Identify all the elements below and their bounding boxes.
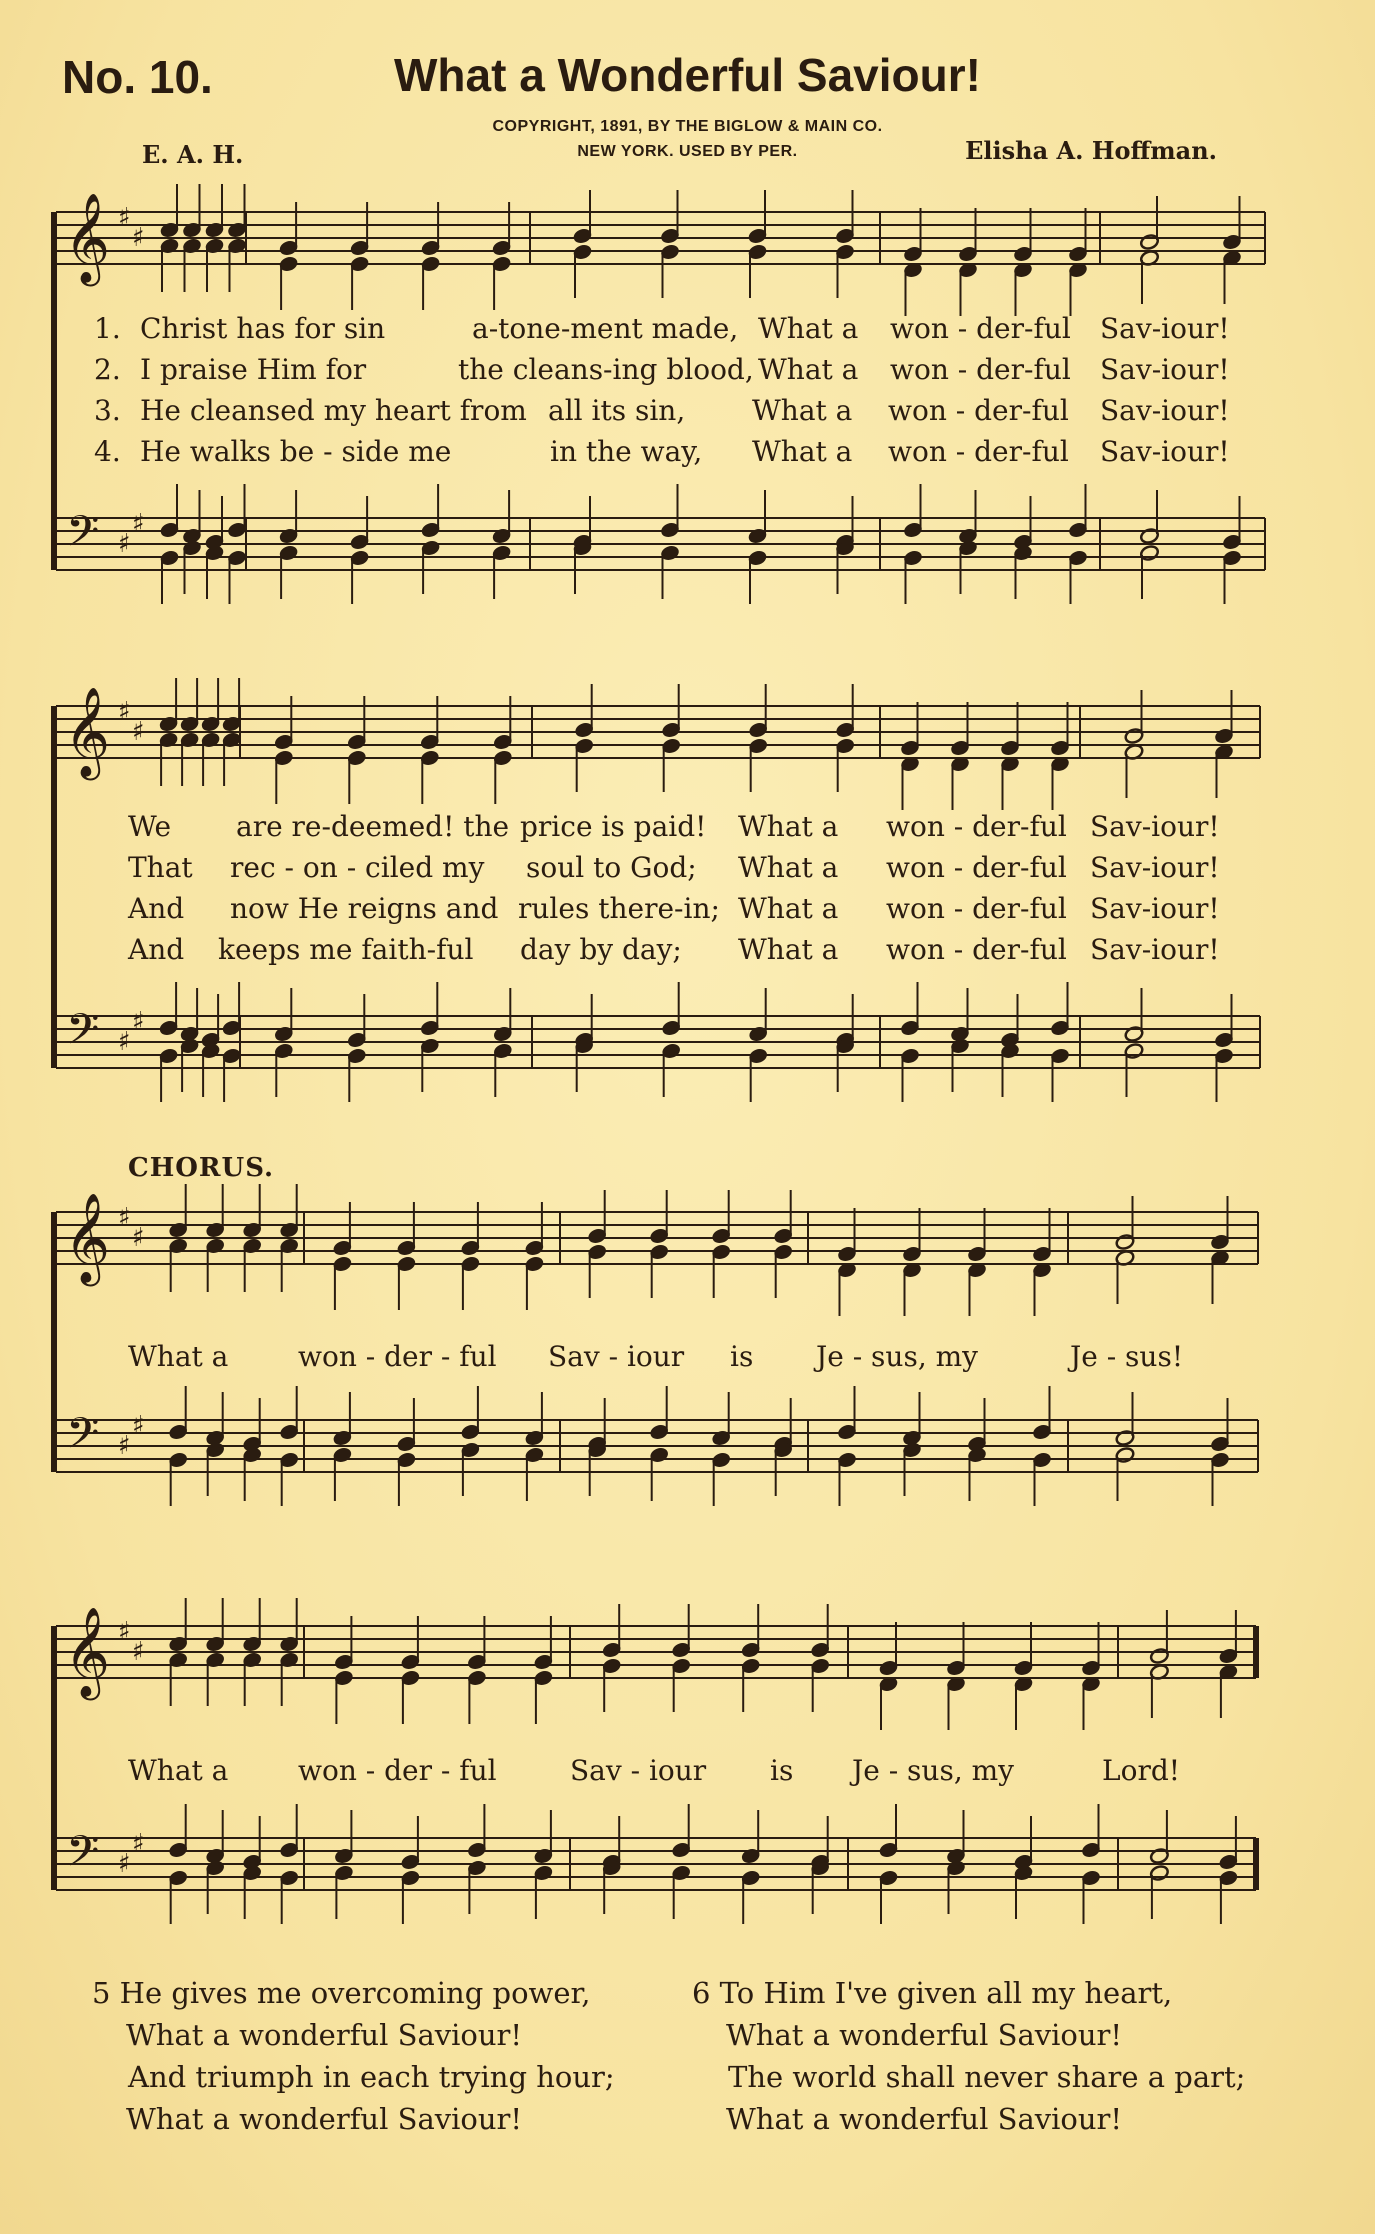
system-3-key-sharp: ♯ [132, 1411, 145, 1441]
copyright-line-2: NEW YORK. USED BY PER. [577, 143, 798, 160]
hymn-number: No. 10. [62, 51, 213, 103]
verse-6-number: 6 [692, 1976, 711, 2010]
system-4-bass-clef: 𝄢 [66, 1827, 100, 1887]
verse-5: 5 He gives me overcoming power, What a wonderful Saviour! And triumph in each trying hour; What a wonderful Saviour! [92, 1976, 615, 2136]
system-2-bass-clef: 𝄢 [66, 1005, 100, 1065]
system-2-key-sharp: ♯ [118, 697, 131, 727]
system-1-treble-clef: 𝄞 [64, 193, 111, 283]
system-3-bass-clef: 𝄢 [66, 1409, 100, 1469]
system-3-treble-clef: 𝄞 [64, 1193, 111, 1283]
chorus-label: CHORUS. [128, 1153, 275, 1183]
system-4-key-sharp: ♯ [118, 1849, 131, 1879]
hymn-page: No. 10. What a Wonderful Saviour! COPYRIGHT, 1891, BY THE BIGLOW & MAIN CO. NEW YORK. USED BY PER. E. A. H. Elisha A. Hoffman. 𝄞 𝄢 ♯ ♯ ♯ ♯ 𝄞 𝄢 ♯ ♯ ♯ ♯ 𝄞 𝄢 ♯ ♯ ♯ ♯ 𝄞 𝄢 ♯ ♯ ♯ ♯ 1. Christ has for sin a-tone-ment made, What a won - der-ful Sav-iour! 2. I praise Him for the cleans-ing blood, What a won - der-ful Sav-iour! 3. He cleansed my heart from all its sin, What a won - der-ful Sav-iour! 4. He walks be - side me in the way, What a won - der-ful Sav-iour! We are re-deemed! the price is paid! What a won - der-ful Sav-iour! That rec - on - ciled my soul to God; What a won - der-ful Sav-iour! And now He reigns and rules there-in; What a won - der-ful Sav-iour! And keeps me faith-ful day by day; What a won - der-ful Sav-iour! CHORUS. What a won - der - ful Sav - iour is Je - sus, my Je - sus! What a won - der - ful Sav - iour is Je - sus, my Lord! 5 He gives me overcoming power, What a wonderful Saviour! And triumph in each trying hour; What a wonderful Saviour! 6 To Him I've given all my heart, What a wonderful Saviour! The world shall never share a part; What a wonderful Saviour! [0, 0, 1375, 2234]
verse-5-number: 5 [92, 1976, 111, 2010]
system-4-key-sharp: ♯ [132, 1637, 145, 1667]
system-2-key-sharp: ♯ [132, 717, 145, 747]
copyright-line-1: COPYRIGHT, 1891, BY THE BIGLOW & MAIN CO. [492, 118, 883, 135]
system-4-key-sharp: ♯ [132, 1829, 145, 1859]
system-1-key-sharp: ♯ [118, 529, 131, 559]
system-3-key-sharp: ♯ [118, 1431, 131, 1461]
system-2-key-sharp: ♯ [132, 1007, 145, 1037]
verse-6: 6 To Him I've given all my heart, What a wonderful Saviour! The world shall never share a part; What a wonderful Saviour! [692, 1976, 1246, 2136]
system-1-key-sharp: ♯ [118, 203, 131, 233]
system-1-bass-clef: 𝄢 [66, 507, 100, 567]
hymn-title: What a Wonderful Saviour! [394, 49, 981, 101]
system-2-treble-clef: 𝄞 [64, 687, 111, 777]
system-4-key-sharp: ♯ [118, 1617, 131, 1647]
system-2-key-sharp: ♯ [118, 1027, 131, 1057]
system-3-key-sharp: ♯ [118, 1203, 131, 1233]
system-1-key-sharp: ♯ [132, 509, 145, 539]
system-3-key-sharp: ♯ [132, 1223, 145, 1253]
lyricist-initials: E. A. H. [142, 140, 244, 169]
system-4-treble-clef: 𝄞 [64, 1607, 111, 1697]
composer-name: Elisha A. Hoffman. [965, 136, 1217, 165]
system-1-key-sharp: ♯ [132, 223, 145, 253]
